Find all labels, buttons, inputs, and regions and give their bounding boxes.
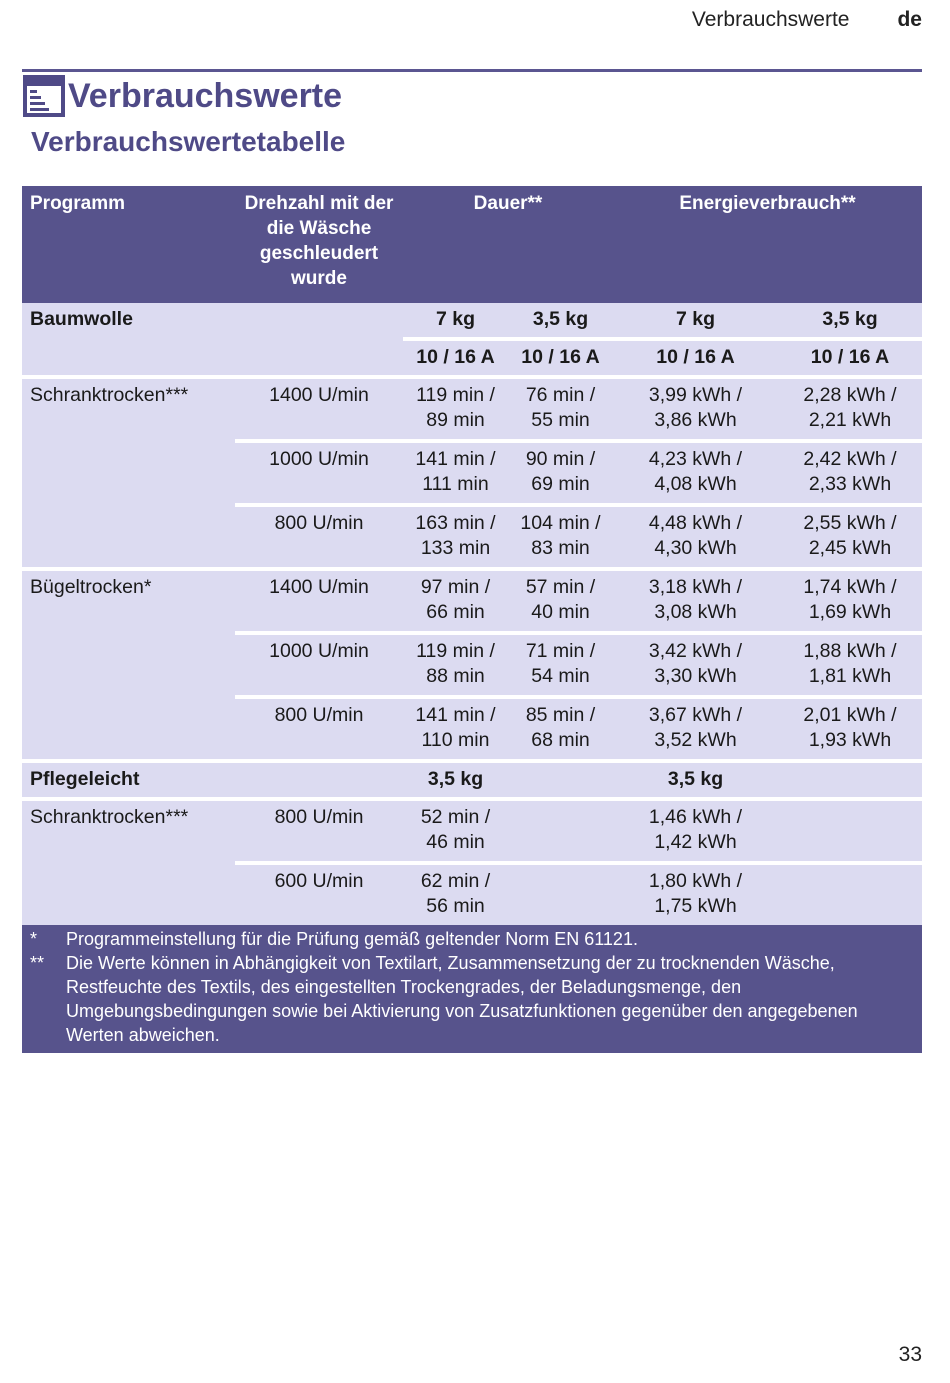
table-row (22, 375, 922, 439)
duration-cell: 163 min / 133 min (403, 503, 508, 567)
energy-cell: 1,88 kWh / 1,81 kWh (778, 631, 922, 695)
table-row (22, 567, 922, 631)
duration-cell: 62 min / 56 min (403, 861, 508, 925)
footnote (30, 951, 914, 1047)
page-title (22, 74, 345, 118)
fuse-cell: 10 / 16 A (778, 337, 922, 375)
empty-cell (508, 759, 613, 797)
energy-cell: 2,01 kWh / 1,93 kWh (778, 695, 922, 759)
footnote-mark: ** (30, 953, 45, 973)
footnotes (22, 925, 922, 1053)
energy-cell: 3,18 kWh / 3,08 kWh (613, 567, 778, 631)
load-cell: 3,5 kg (403, 759, 508, 797)
duration-cell: 85 min / 68 min (508, 695, 613, 759)
footnote-text: Die Werte können in Abhängigkeit von Textilart, Zusammensetzung der zu trocknenden Wäsche, Restfeuchte des Textils, des eingestellten Trockengrades, der Beladungsmenge, den Umgebungsbedingungen sowie bei Aktivierung von Zusatzfunktionen gegenüber den angegebenen Werten abweichen. (66, 953, 858, 1045)
empty-cell (235, 303, 403, 375)
speed-cell: 600 U/min (235, 861, 403, 925)
load-cell: 3,5 kg (613, 759, 778, 797)
running-header (692, 8, 922, 32)
load-cell: 7 kg (613, 303, 778, 337)
load-cell: 3,5 kg (778, 303, 922, 337)
speed-cell: 1000 U/min (235, 439, 403, 503)
document-list-icon (22, 74, 66, 118)
speed-cell: 800 U/min (235, 797, 403, 861)
energy-cell: 1,80 kWh / 1,75 kWh (613, 861, 778, 925)
duration-cell: 97 min / 66 min (403, 567, 508, 631)
footnote-row (22, 925, 922, 1053)
program-label-schranktrocken: Schranktrocken*** (22, 375, 235, 567)
duration-cell: 141 min / 110 min (403, 695, 508, 759)
duration-cell: 57 min / 40 min (508, 567, 613, 631)
load-cell: 7 kg (403, 303, 508, 337)
fuse-cell: 10 / 16 A (508, 337, 613, 375)
section-title: Verbrauchswertetabelle (31, 126, 346, 157)
duration-cell: 104 min / 83 min (508, 503, 613, 567)
duration-cell: 76 min / 55 min (508, 375, 613, 439)
energy-cell: 2,28 kWh / 2,21 kWh (778, 375, 922, 439)
header-energie: Energieverbrauch** (613, 186, 922, 303)
duration-cell: 119 min / 88 min (403, 631, 508, 695)
speed-cell: 1400 U/min (235, 567, 403, 631)
energy-cell: 2,42 kWh / 2,33 kWh (778, 439, 922, 503)
group-label-pflegeleicht: Pflegeleicht (22, 759, 235, 797)
empty-cell (508, 861, 613, 925)
empty-cell (778, 759, 922, 797)
header-programm: Programm (22, 186, 235, 303)
speed-cell: 800 U/min (235, 695, 403, 759)
energy-cell: 3,67 kWh / 3,52 kWh (613, 695, 778, 759)
page-number: 33 (898, 1343, 922, 1366)
speed-cell: 800 U/min (235, 503, 403, 567)
footnote (30, 927, 914, 951)
fuse-cell: 10 / 16 A (613, 337, 778, 375)
speed-cell: 1000 U/min (235, 631, 403, 695)
header-dauer: Dauer** (403, 186, 613, 303)
running-header-title: Verbrauchswerte (691, 8, 850, 31)
heading-block (22, 72, 345, 158)
energy-cell: 2,55 kWh / 2,45 kWh (778, 503, 922, 567)
empty-cell (508, 797, 613, 861)
program-label-buegeltrocken: Bügeltrocken* (22, 567, 235, 759)
energy-cell: 3,42 kWh / 3,30 kWh (613, 631, 778, 695)
header-drehzahl: Drehzahl mit der die Wäsche geschleudert wurde (235, 186, 403, 303)
empty-cell (778, 861, 922, 925)
table-row (22, 759, 922, 797)
duration-cell: 52 min / 46 min (403, 797, 508, 861)
language-code: de (897, 8, 922, 31)
footnote-text: Programmeinstellung für die Prüfung gemäß geltender Norm EN 61121. (66, 929, 638, 949)
empty-cell (235, 759, 403, 797)
load-cell: 3,5 kg (508, 303, 613, 337)
duration-cell: 71 min / 54 min (508, 631, 613, 695)
footnote-mark: * (30, 929, 38, 949)
group-label-baumwolle: Baumwolle (22, 303, 235, 375)
energy-cell: 3,99 kWh / 3,86 kWh (613, 375, 778, 439)
speed-cell: 1400 U/min (235, 375, 403, 439)
table-row (22, 797, 922, 861)
fuse-cell: 10 / 16 A (403, 337, 508, 375)
energy-cell: 4,23 kWh / 4,08 kWh (613, 439, 778, 503)
duration-cell: 119 min / 89 min (403, 375, 508, 439)
duration-cell: 141 min / 111 min (403, 439, 508, 503)
energy-cell: 1,74 kWh / 1,69 kWh (778, 567, 922, 631)
page-title-text: Verbrauchswerte (68, 76, 343, 115)
consumption-table (22, 186, 922, 1053)
energy-cell: 4,48 kWh / 4,30 kWh (613, 503, 778, 567)
energy-cell: 1,46 kWh / 1,42 kWh (613, 797, 778, 861)
table-header-row (22, 186, 922, 303)
duration-cell: 90 min / 69 min (508, 439, 613, 503)
table-row (22, 303, 922, 337)
empty-cell (778, 797, 922, 861)
program-label-pflegeleicht-schranktrocken: Schranktrocken*** (22, 797, 235, 925)
